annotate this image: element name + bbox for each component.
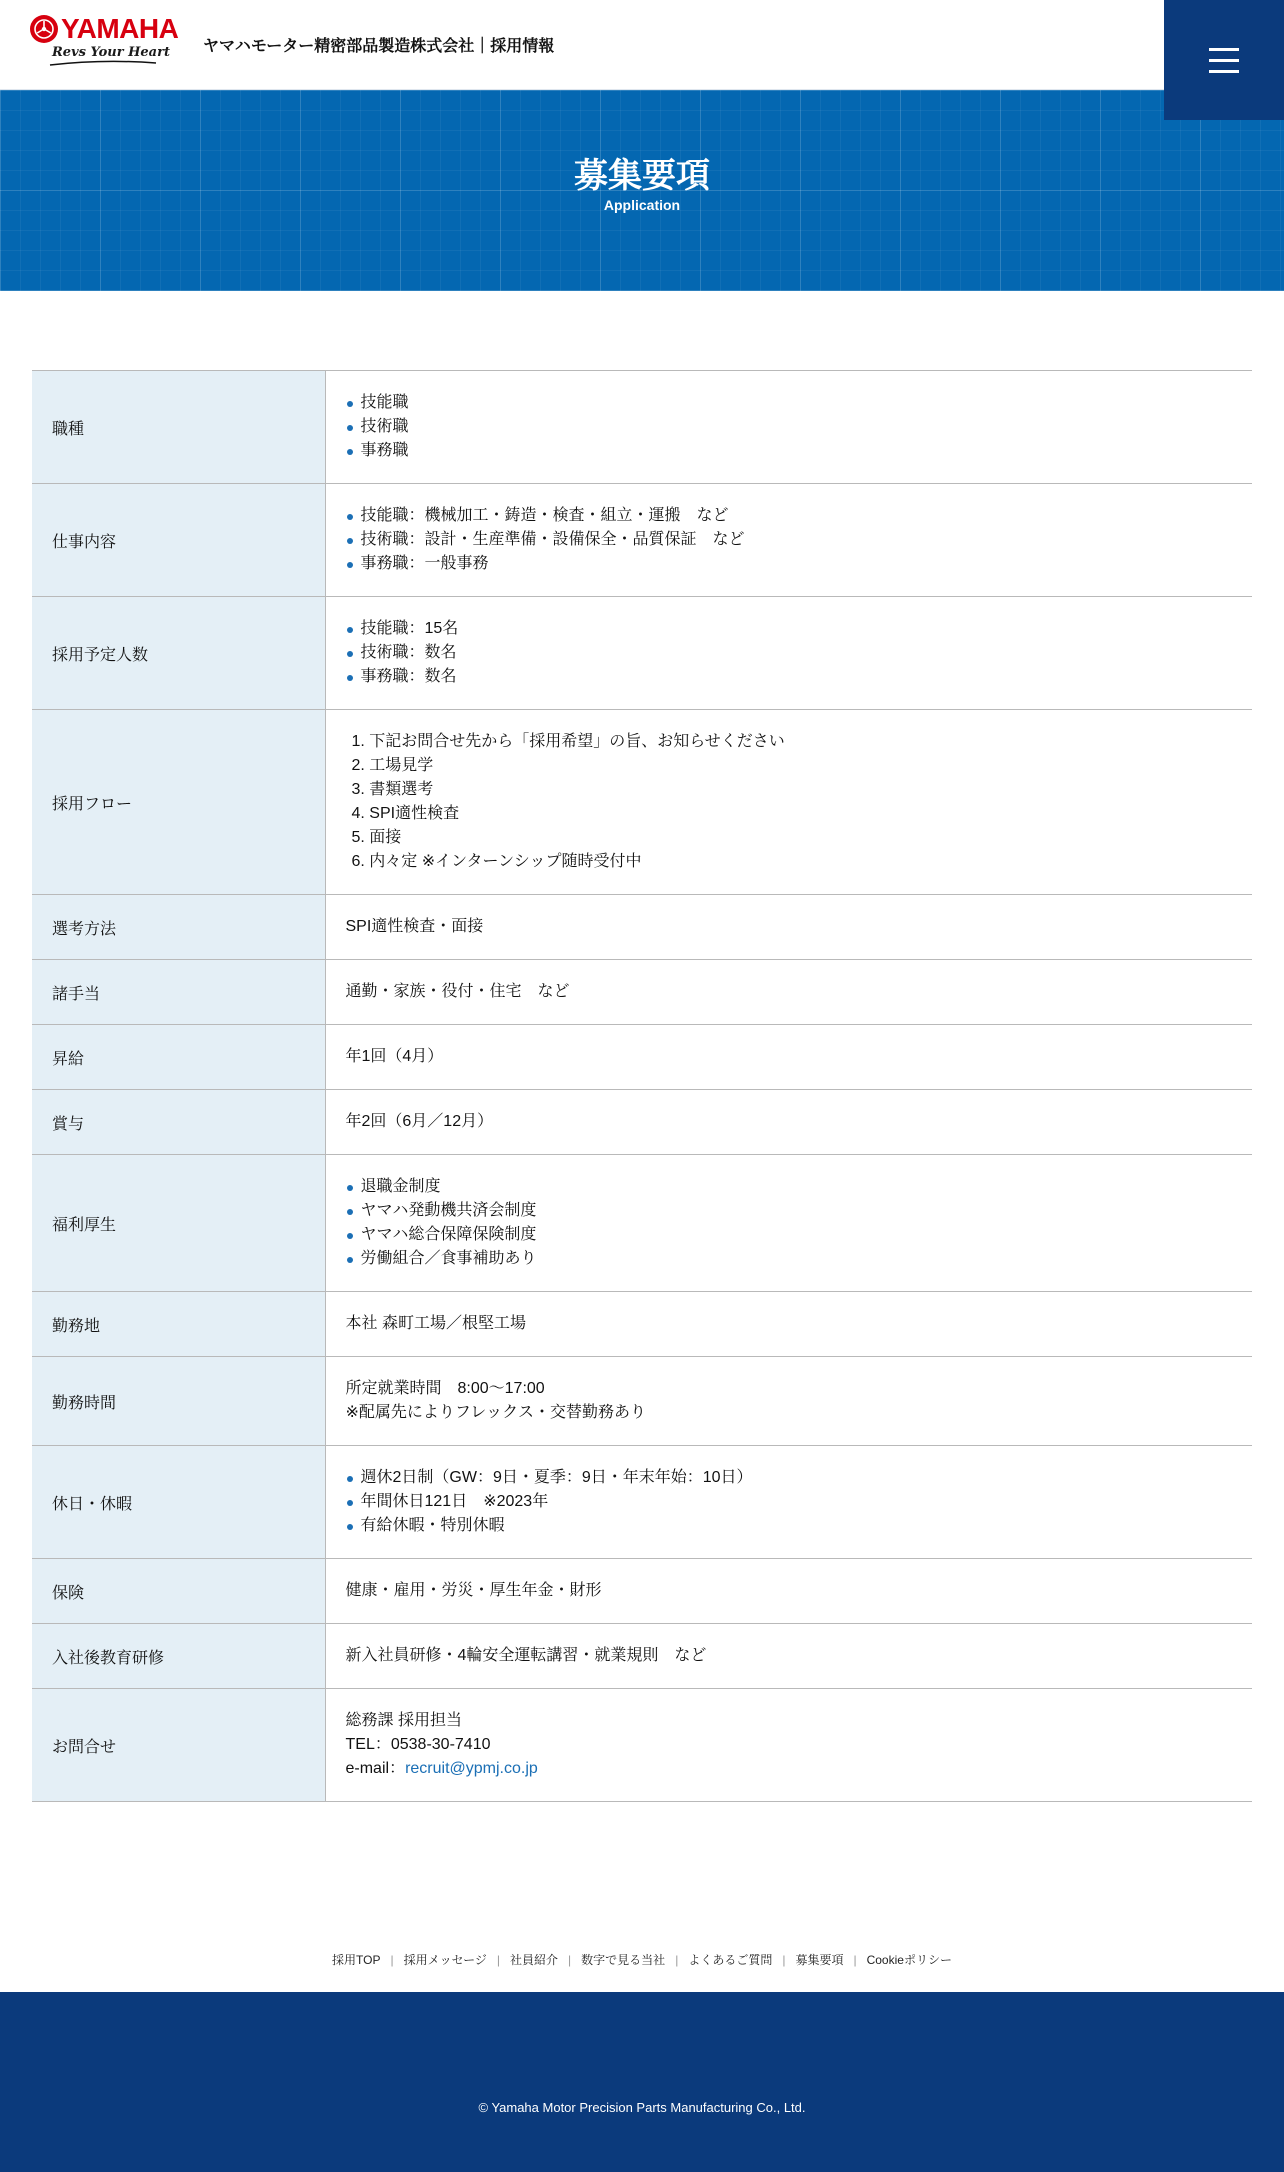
row-label-flow: 採用フロー xyxy=(32,710,325,895)
hamburger-icon-line xyxy=(1209,59,1239,62)
table-row xyxy=(32,960,1252,1025)
footer-link-application[interactable]: 募集要項 xyxy=(795,1953,844,1967)
row-label-job-type: 職種 xyxy=(32,371,325,484)
job-type-list xyxy=(346,391,1233,463)
table-row xyxy=(32,1689,1252,1802)
row-value-contact xyxy=(325,1689,1252,1802)
nav-separator: | xyxy=(390,1952,394,1967)
copyright: © Yamaha Motor Precision Parts Manufacturing Co., Ltd. xyxy=(478,2100,806,2115)
main-content xyxy=(0,291,1284,1802)
row-value-insurance: 健康・雇用・労災・厚生年金・財形 xyxy=(345,1582,602,1599)
row-value-raise: 年1回（4月） xyxy=(345,1048,444,1065)
holidays-list xyxy=(346,1466,1233,1538)
table-row xyxy=(32,1292,1252,1357)
list-item: 事務職：一般事務 xyxy=(346,552,1233,576)
list-item: ヤマハ発動機共済会制度 xyxy=(346,1199,1233,1223)
list-item: 技能職：15名 xyxy=(346,617,1233,641)
page-subtitle: Application xyxy=(603,197,681,213)
flow-list xyxy=(346,730,1233,874)
row-value-hours xyxy=(325,1357,1252,1446)
table-row xyxy=(32,1446,1252,1559)
list-item: 年間休日121日 ※2023年 xyxy=(346,1490,1233,1514)
job-content-list xyxy=(346,504,1233,576)
logo-brand xyxy=(30,15,178,43)
tuning-fork-emblem-icon xyxy=(30,15,58,43)
nav-separator: | xyxy=(782,1952,786,1967)
email-link[interactable]: recruit@ypmj.co.jp xyxy=(405,1760,538,1777)
list-item: 6. 内々定 ※インターンシップ随時受付中 xyxy=(351,853,642,870)
list-item: 事務職 xyxy=(346,439,1233,463)
hours-note: ※配属先によりフレックス・交替勤務あり xyxy=(345,1404,646,1421)
row-label-training: 入社後教育研修 xyxy=(32,1624,325,1689)
list-item: 技術職：数名 xyxy=(346,641,1233,665)
row-value-job-type xyxy=(325,371,1252,484)
row-label-selection: 選考方法 xyxy=(32,895,325,960)
row-label-location: 勤務地 xyxy=(32,1292,325,1357)
table-row xyxy=(32,1624,1252,1689)
list-item: 5. 面接 xyxy=(351,829,402,846)
row-label-contact: お問合せ xyxy=(32,1689,325,1802)
row-value-location: 本社 森町工場／根堅工場 xyxy=(345,1315,526,1332)
menu-button[interactable] xyxy=(1164,0,1284,120)
row-label-allowances: 諸手当 xyxy=(32,960,325,1025)
headcount-list xyxy=(346,617,1233,689)
list-item: 事務職：数名 xyxy=(346,665,1233,689)
footer-link-staff[interactable]: 社員紹介 xyxy=(510,1953,559,1967)
table-row xyxy=(32,1025,1252,1090)
table-row xyxy=(32,597,1252,710)
logo-text: YAMAHA xyxy=(61,13,179,44)
row-value-headcount xyxy=(325,597,1252,710)
table-row xyxy=(32,895,1252,960)
row-value-welfare xyxy=(325,1155,1252,1292)
list-item: 1. 下記お問合せ先から「採用希望」の旨、お知らせください xyxy=(351,733,785,750)
table-row xyxy=(32,1090,1252,1155)
row-value-holidays xyxy=(325,1446,1252,1559)
list-item: ヤマハ総合保障保険制度 xyxy=(346,1223,1233,1247)
list-item: 技能職 xyxy=(346,391,1233,415)
row-label-raise: 昇給 xyxy=(32,1025,325,1090)
hours-line: 所定就業時間 8:00～17:00 xyxy=(345,1380,545,1397)
footer-link-cookie-policy[interactable]: Cookieポリシー xyxy=(866,1953,952,1967)
contact-phone: TEL：0538-30-7410 xyxy=(345,1736,491,1753)
logo-swoosh-icon xyxy=(48,60,158,66)
contact-department: 総務課 採用担当 xyxy=(345,1712,462,1729)
welfare-list xyxy=(346,1175,1233,1271)
nav-separator: | xyxy=(853,1952,857,1967)
list-item: 4. SPI適性検査 xyxy=(351,805,460,822)
list-item: 技術職：設計・生産準備・設備保全・品質保証 など xyxy=(346,528,1233,552)
contact-email-line xyxy=(346,1757,1233,1781)
email-prefix: e-mail： xyxy=(345,1760,406,1777)
list-item: 退職金制度 xyxy=(346,1175,1233,1199)
list-item: 技能職：機械加工・鋳造・検査・組立・運搬 など xyxy=(346,504,1233,528)
table-row xyxy=(32,1357,1252,1446)
site-title: ヤマハモーター精密部品製造株式会社｜採用情報 xyxy=(203,38,555,55)
row-label-insurance: 保険 xyxy=(32,1559,325,1624)
site-header xyxy=(0,0,1284,90)
footer-link-message[interactable]: 採用メッセージ xyxy=(403,1953,487,1967)
list-item: 3. 書類選考 xyxy=(351,781,434,798)
row-value-training: 新入社員研修・4輪安全運転講習・就業規則 など xyxy=(345,1647,707,1664)
table-row xyxy=(32,484,1252,597)
yamaha-logo[interactable] xyxy=(30,13,179,65)
site-footer xyxy=(0,1992,1284,2172)
table-row xyxy=(32,710,1252,895)
list-item: 週休2日制（GW：9日・夏季：9日・年末年始：10日） xyxy=(346,1466,1233,1490)
list-item: 労働組合／食事補助あり xyxy=(346,1247,1233,1271)
nav-separator: | xyxy=(675,1952,679,1967)
page-title: 募集要項 xyxy=(574,157,710,195)
row-value-allowances: 通勤・家族・役付・住宅 など xyxy=(345,983,570,1000)
row-label-holidays: 休日・休暇 xyxy=(32,1446,325,1559)
footer-link-numbers[interactable]: 数字で見る当社 xyxy=(581,1953,666,1967)
table-row xyxy=(32,1155,1252,1292)
requirements-table xyxy=(32,370,1252,1802)
row-label-welfare: 福利厚生 xyxy=(32,1155,325,1292)
row-value-job-content xyxy=(325,484,1252,597)
footer-link-faq[interactable]: よくあるご質問 xyxy=(688,1953,773,1967)
list-item: 有給休暇・特別休暇 xyxy=(346,1514,1233,1538)
nav-separator: | xyxy=(496,1952,501,1967)
table-row xyxy=(32,371,1252,484)
row-value-bonus: 年2回（6月／12月） xyxy=(345,1113,494,1130)
row-label-bonus: 賞与 xyxy=(32,1090,325,1155)
table-row xyxy=(32,1559,1252,1624)
list-item: 2. 工場見学 xyxy=(351,757,434,774)
nav-separator: | xyxy=(568,1952,572,1967)
row-value-flow xyxy=(325,710,1252,895)
list-item: 技術職 xyxy=(346,415,1233,439)
footer-nav xyxy=(0,1927,1284,1992)
hamburger-icon xyxy=(1209,48,1239,51)
row-label-job-content: 仕事内容 xyxy=(32,484,325,597)
row-value-selection: SPI適性検査・面接 xyxy=(345,918,484,935)
footer-link-recruit-top[interactable]: 採用TOP xyxy=(332,1953,381,1967)
hero-banner xyxy=(0,90,1284,291)
row-label-hours: 勤務時間 xyxy=(32,1357,325,1446)
hamburger-icon-line xyxy=(1209,70,1239,73)
row-label-headcount: 採用予定人数 xyxy=(32,597,325,710)
logo-tagline: Revs Your Heart xyxy=(52,45,170,60)
